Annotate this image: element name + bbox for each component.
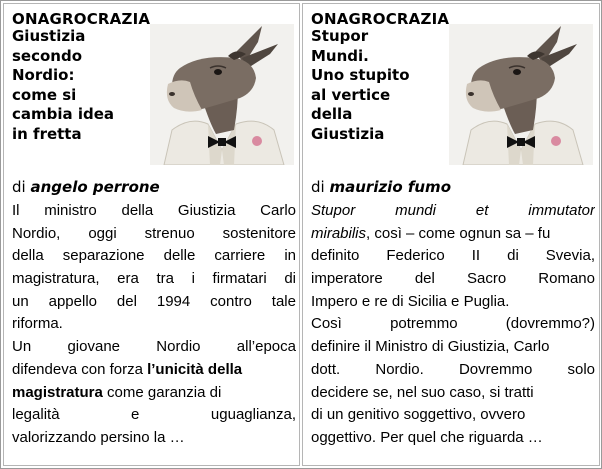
excerpt-line: dott. Nordio. Dovremmo solo: [311, 360, 595, 378]
excerpt-line: imperatore del Sacro Romano: [311, 270, 595, 288]
headline-line: della: [311, 105, 353, 123]
excerpt-line: decidere se, nel suo caso, si tratti: [311, 383, 534, 401]
donkey-icon: [449, 24, 593, 165]
author-link[interactable]: maurizio fumo: [329, 178, 451, 196]
excerpt-line: magistratura, era tra i firmatari di: [12, 270, 296, 288]
excerpt-line: Nordio, oggi strenuo sostenitore: [12, 224, 296, 242]
article-kicker: ONAGROCRAZIA: [12, 10, 151, 28]
article-byline: [311, 178, 451, 196]
headline-line: Stupor: [311, 27, 369, 45]
excerpt-line: di un genitivo soggettivo, ovvero: [311, 406, 526, 424]
excerpt-line: legalità e uguaglianza,: [12, 406, 296, 424]
excerpt-line: Impero e re di Sicilia e Puglia.: [311, 292, 510, 310]
excerpt-line: riforma.: [12, 315, 63, 333]
excerpt-line: definire il Ministro di Giustizia, Carlo: [311, 338, 550, 356]
article-excerpt: [311, 200, 595, 450]
excerpt-line: valorizzando persino la …: [12, 428, 185, 446]
excerpt-emphasis: mirabilis: [311, 224, 367, 242]
excerpt-line: Il ministro della Giustizia Carlo: [12, 202, 296, 219]
headline-line: Giustizia: [12, 27, 86, 45]
byline-prefix: di: [311, 178, 325, 196]
headline-line: in fretta: [12, 124, 82, 143]
excerpt-emphasis: magistratura: [12, 383, 103, 401]
byline-prefix: di: [12, 178, 26, 196]
donkey-tuxedo-image[interactable]: [449, 24, 593, 165]
excerpt-line: della separazione delle carriere in: [12, 247, 296, 265]
headline-line: Uno stupito: [311, 66, 410, 84]
excerpt-line: [12, 382, 296, 405]
headline-line: Mundi.: [311, 46, 369, 65]
excerpt-text: difendeva con forza: [12, 360, 148, 378]
article-headline-link[interactable]: [311, 27, 443, 144]
excerpt-line: definito Federico II di Svevia,: [311, 247, 595, 265]
donkey-icon: [150, 24, 294, 165]
excerpt-emphasis: l’unicità della: [147, 360, 243, 378]
article-kicker: ONAGROCRAZIA: [311, 10, 450, 28]
author-link[interactable]: angelo perrone: [30, 178, 160, 196]
article-card-left[interactable]: [3, 3, 300, 466]
article-excerpt: [12, 200, 296, 450]
article-headline-link[interactable]: [12, 27, 144, 144]
excerpt-text: come garanzia di: [102, 383, 222, 401]
excerpt-line: Stupor mundi et immutator: [311, 202, 595, 219]
donkey-tuxedo-image[interactable]: [150, 24, 294, 165]
headline-line: secondo: [12, 46, 83, 65]
headline-line: come si: [12, 85, 77, 104]
excerpt-line: un appello del 1994 contro tale: [12, 292, 296, 310]
article-byline: [12, 178, 160, 196]
excerpt-line: Così potremmo (dovremmo?): [311, 315, 595, 333]
headline-line: Nordio:: [12, 66, 75, 84]
excerpt-line: [12, 359, 296, 382]
headline-line: al vertice: [311, 85, 391, 104]
excerpt-line: Un giovane Nordio all’epoca: [12, 338, 296, 356]
article-card-right[interactable]: [302, 3, 600, 466]
excerpt-line: [311, 223, 595, 246]
excerpt-line: oggettivo. Per quel che riguarda …: [311, 428, 543, 446]
excerpt-text: , così – come ognun sa – fu: [366, 224, 551, 242]
headline-line: cambia idea: [12, 105, 115, 123]
headline-line: Giustizia: [311, 124, 385, 143]
